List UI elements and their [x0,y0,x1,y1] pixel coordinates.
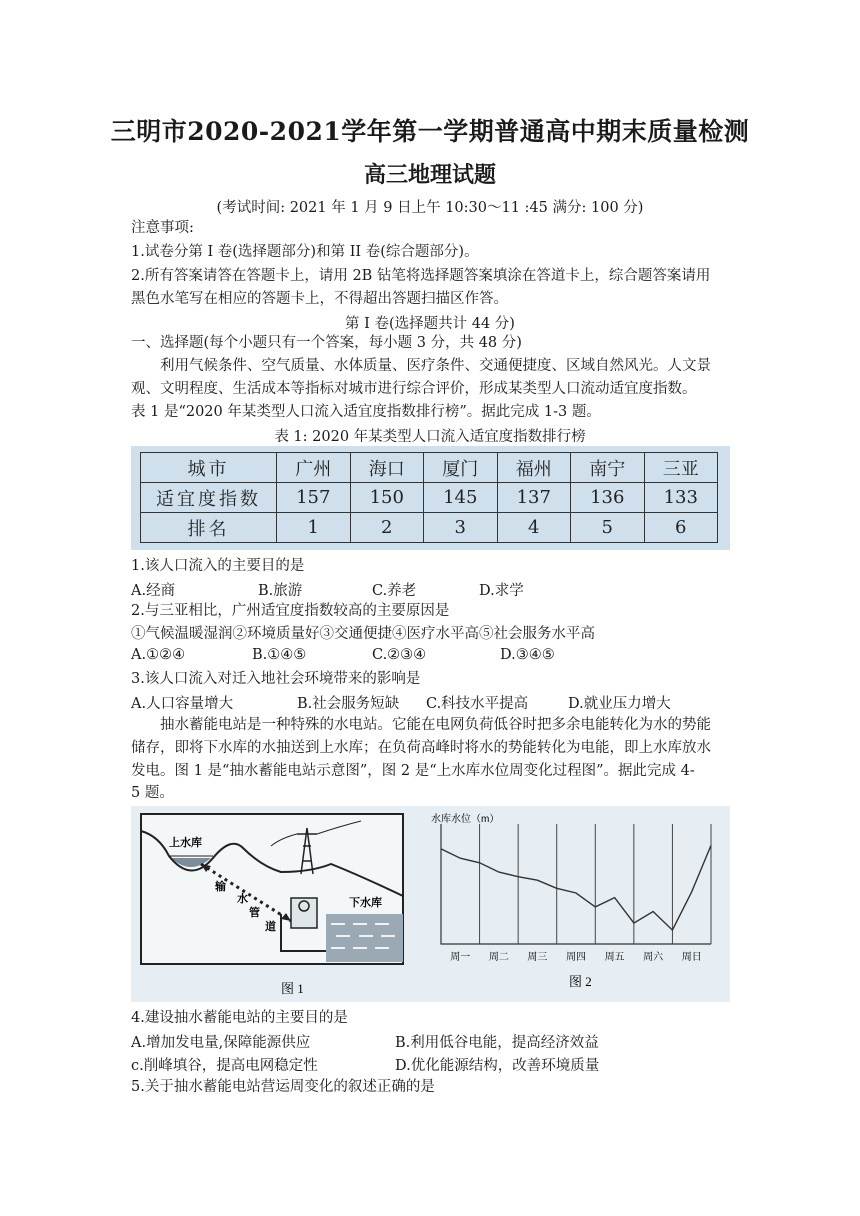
table-cell: 4 [497,513,571,543]
pipe-label-2: 水 [237,893,248,905]
table-cell: 南宁 [571,453,645,483]
day-tick-label: 周一 [450,952,471,963]
q1-option-b: B.旅游 [258,583,303,599]
passage2-line4: 5 题。 [131,785,174,801]
exam-info: (考试时间: 2021 年 1 月 9 日上午 10:30～11 :45 满分: 100 分) [216,200,644,216]
q2-option-b: B.①④⑤ [252,647,307,663]
power-station-icon [291,898,317,928]
lower-reservoir-label: 下水库 [349,897,382,909]
q2-items: ①气候温暖湿润②环境质量好③交通便捷④医疗水平高⑤社会服务水平高 [131,626,595,642]
upper-reservoir-label: 上水库 [169,837,202,849]
table-cell: 福州 [497,453,571,483]
passage2-line2: 储存，即将下水库的水抽送到上水库；在负荷高峰时将水的势能转化为电能，即上水库放水 [131,740,711,756]
figure2-axes [441,824,711,944]
table-cell: 137 [497,483,571,513]
passage1-line3: 表 1 是“2020 年某类型人口流入适宜度指数排行榜”。据此完成 1-3 题。 [131,404,601,420]
pipe-label-4: 道 [265,921,276,933]
q2-option-c: C.②③④ [372,647,427,663]
table-cell: 150 [350,483,424,513]
q4-option-b: B.利用低谷电能，提高经济效益 [395,1035,599,1051]
table-cell: 145 [424,483,498,513]
day-tick-label: 周三 [527,952,548,963]
figure1-caption: 图 1 [281,981,304,996]
row-header-rank: 排名 [141,513,277,543]
figure2-caption: 图 2 [569,974,592,989]
q3-option-b: B.社会服务短缺 [297,696,400,712]
q2-option-a: A.①②④ [131,647,186,663]
q5-stem: 5.关于抽水蓄能电站营运周变化的叙述正确的是 [131,1079,435,1095]
table-cell: 5 [571,513,645,543]
table-cell: 2 [350,513,424,543]
notes-item-1: 1.试卷分第 I 卷(选择题部分)和第 II 卷(综合题部分)。 [131,244,479,260]
index-table [140,452,718,543]
water-level-line [441,845,711,930]
q1-option-a: A.经商 [131,583,176,599]
notes-heading: 注意事项: [131,220,194,236]
lower-reservoir-water [326,914,403,962]
table-cell: 3 [424,513,498,543]
table1-image [131,446,730,550]
figure2-chart [419,806,730,1002]
passage2-line3: 发电。图 1 是“抽水蓄能电站示意图”，图 2 是“上水库水位周变化过程图”。据此完成 4- [131,763,695,779]
day-tick-label: 周五 [604,952,625,963]
part-heading: 一、选择题(每个小题只有一个答案，每小题 3 分，共 48 分) [131,335,522,351]
q1-option-c: C.养老 [372,583,417,599]
q3-option-c: C.科技水平提高 [426,696,529,712]
table-cell: 广州 [277,453,351,483]
exam-title: 三明市2020-2021学年第一学期普通高中期末质量检测 [110,117,750,146]
section-heading: 第 I 卷(选择题共计 44 分) [345,316,515,332]
figures-image [131,806,730,1002]
table-cell: 厦门 [424,453,498,483]
row-header-city: 城市 [141,453,277,483]
day-tick-label: 周四 [566,952,586,963]
pipe-label-1: 输 [215,881,226,893]
q1-stem: 1.该人口流入的主要目的是 [131,558,305,574]
exam-subtitle: 高三地理试题 [363,162,496,188]
q1-option-d: D.求学 [479,583,524,599]
day-tick-label: 周二 [488,952,509,963]
table-cell: 157 [277,483,351,513]
table-cell: 海口 [350,453,424,483]
passage1-line2: 观、文明程度、生活成本等指标对城市进行综合评价，形成某类型人口流动适宜度指数。 [131,381,697,397]
notes-item-2b: 黑色水笔写在相应的答题卡上，不得超出答题扫描区作答。 [131,291,508,307]
table1-caption: 表 1: 2020 年某类型人口流入适宜度指数排行榜 [274,429,586,445]
table-cell: 6 [644,513,718,543]
table-row-index [141,483,718,513]
q4-option-a: A.增加发电量,保障能源供应 [131,1035,311,1051]
day-tick-label: 周六 [643,952,664,963]
figure2-gridlines [480,824,711,944]
table-row-city [141,453,718,483]
table-cell: 1 [277,513,351,543]
q2-option-d: D.③④⑤ [500,647,555,663]
day-tick-label: 周日 [681,952,702,963]
figure2-ylabel: 水库水位（m） [431,814,500,825]
table-cell: 三亚 [644,453,718,483]
table-row-rank [141,513,718,543]
row-header-index: 适宜度指数 [141,483,277,513]
passage1-line1: 利用气候条件、空气质量、水体质量、医疗条件、交通便捷度、区域自然风光。人文景 [160,358,711,374]
q2-stem: 2.与三亚相比，广州适宜度指数较高的主要原因是 [131,603,450,619]
q4-option-d: D.优化能源结构，改善环境质量 [395,1058,600,1074]
pipe-label-3: 管 [249,907,260,919]
notes-item-2a: 2.所有答案请答在答题卡上，请用 2B 钻笔将选择题答案填涂在答道卡上，综合题答案请用 [131,268,711,284]
passage2-line1: 抽水蓄能电站是一种特殊的水电站。它能在电网负荷低谷时把多余电能转化为水的势能 [160,717,711,733]
table-cell: 133 [644,483,718,513]
q4-option-c: c.削峰填谷，提高电网稳定性 [131,1058,318,1074]
q3-option-d: D.就业压力增大 [568,696,671,712]
table-cell: 136 [571,483,645,513]
figure1-diagram [131,806,415,1002]
q3-stem: 3.该人口流入对迁入地社会环境带来的影响是 [131,671,421,687]
q3-option-a: A.人口容量增大 [131,696,234,712]
q4-stem: 4.建设抽水蓄能电站的主要目的是 [131,1010,348,1026]
figure2-day-labels [450,951,701,963]
